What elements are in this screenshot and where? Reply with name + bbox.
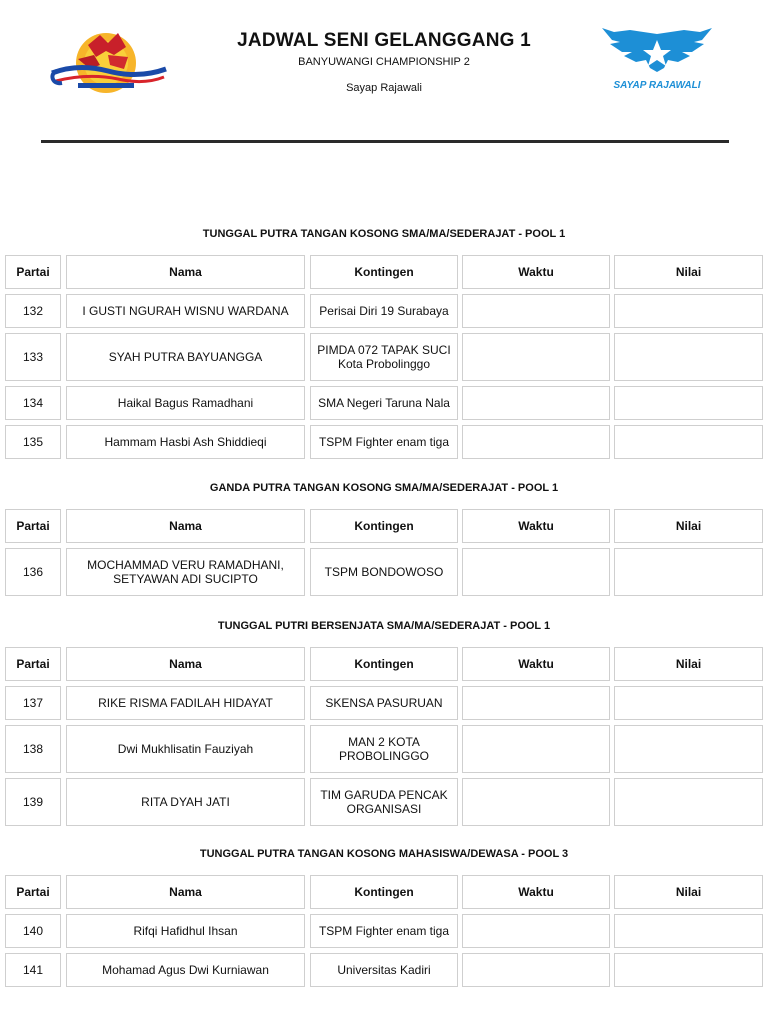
organizer-name: Sayap Rajawali bbox=[346, 82, 422, 94]
cell-partai: 134 bbox=[5, 386, 61, 420]
cell-partai: 139 bbox=[5, 778, 61, 826]
cell-nama: I GUSTI NGURAH WISNU WARDANA bbox=[66, 294, 305, 328]
cell-nama: MOCHAMMAD VERU RAMADHANI, SETYAWAN ADI SUCIPTO bbox=[66, 548, 305, 596]
cell-nilai bbox=[614, 294, 763, 328]
cell-kontingen: Universitas Kadiri bbox=[310, 953, 458, 987]
header-divider bbox=[41, 140, 729, 143]
cell-partai: 141 bbox=[5, 953, 61, 987]
cell-kontingen: TSPM Fighter enam tiga bbox=[310, 914, 458, 948]
column-header-nilai: Nilai bbox=[614, 647, 763, 681]
cell-waktu bbox=[462, 333, 610, 381]
cell-kontingen: TSPM BONDOWOSO bbox=[310, 548, 458, 596]
section-title: TUNGGAL PUTRA TANGAN KOSONG MAHASISWA/DEWASA - POOL 3 bbox=[199, 848, 569, 860]
column-header-waktu: Waktu bbox=[462, 509, 610, 543]
cell-nama: Haikal Bagus Ramadhani bbox=[66, 386, 305, 420]
banyuwangi-championship-logo bbox=[48, 25, 170, 95]
cell-partai: 133 bbox=[5, 333, 61, 381]
page-header bbox=[0, 0, 768, 150]
cell-kontingen: SMA Negeri Taruna Nala bbox=[310, 386, 458, 420]
cell-nama: RITA DYAH JATI bbox=[66, 778, 305, 826]
cell-nama: SYAH PUTRA BAYUANGGA bbox=[66, 333, 305, 381]
cell-nama: RIKE RISMA FADILAH HIDAYAT bbox=[66, 686, 305, 720]
cell-kontingen: TSPM Fighter enam tiga bbox=[310, 425, 458, 459]
column-header-partai: Partai bbox=[5, 647, 61, 681]
section-title: GANDA PUTRA TANGAN KOSONG SMA/MA/SEDERAJAT - POOL 1 bbox=[209, 482, 559, 494]
cell-waktu bbox=[462, 294, 610, 328]
cell-kontingen: MAN 2 KOTA PROBOLINGGO bbox=[310, 725, 458, 773]
column-header-waktu: Waktu bbox=[462, 875, 610, 909]
sayap-rajawali-logo bbox=[600, 26, 714, 96]
column-header-kontingen: Kontingen bbox=[310, 647, 458, 681]
column-header-nama: Nama bbox=[66, 875, 305, 909]
cell-nama: Dwi Mukhlisatin Fauziyah bbox=[66, 725, 305, 773]
cell-nama: Rifqi Hafidhul Ihsan bbox=[66, 914, 305, 948]
cell-nama: Mohamad Agus Dwi Kurniawan bbox=[66, 953, 305, 987]
cell-partai: 138 bbox=[5, 725, 61, 773]
column-header-waktu: Waktu bbox=[462, 255, 610, 289]
cell-waktu bbox=[462, 386, 610, 420]
column-header-kontingen: Kontingen bbox=[310, 255, 458, 289]
cell-kontingen: TIM GARUDA PENCAK ORGANISASI bbox=[310, 778, 458, 826]
sayap-rajawali-logo-text: SAYAP RAJAWALI bbox=[613, 80, 701, 91]
column-header-kontingen: Kontingen bbox=[310, 875, 458, 909]
cell-waktu bbox=[462, 548, 610, 596]
cell-waktu bbox=[462, 725, 610, 773]
cell-waktu bbox=[462, 778, 610, 826]
column-header-kontingen: Kontingen bbox=[310, 509, 458, 543]
cell-nilai bbox=[614, 548, 763, 596]
column-header-nilai: Nilai bbox=[614, 255, 763, 289]
section-title: TUNGGAL PUTRI BERSENJATA SMA/MA/SEDERAJAT - POOL 1 bbox=[217, 620, 551, 632]
cell-partai: 132 bbox=[5, 294, 61, 328]
column-header-nilai: Nilai bbox=[614, 875, 763, 909]
cell-kontingen: SKENSA PASURUAN bbox=[310, 686, 458, 720]
cell-partai: 135 bbox=[5, 425, 61, 459]
cell-partai: 140 bbox=[5, 914, 61, 948]
cell-waktu bbox=[462, 686, 610, 720]
cell-waktu bbox=[462, 425, 610, 459]
cell-nilai bbox=[614, 686, 763, 720]
cell-nilai bbox=[614, 425, 763, 459]
cell-partai: 137 bbox=[5, 686, 61, 720]
cell-kontingen: Perisai Diri 19 Surabaya bbox=[310, 294, 458, 328]
cell-nama: Hammam Hasbi Ash Shiddieqi bbox=[66, 425, 305, 459]
column-header-partai: Partai bbox=[5, 509, 61, 543]
cell-waktu bbox=[462, 914, 610, 948]
cell-nilai bbox=[614, 333, 763, 381]
cell-nilai bbox=[614, 778, 763, 826]
event-name: BANYUWANGI CHAMPIONSHIP 2 bbox=[298, 56, 470, 68]
column-header-nama: Nama bbox=[66, 255, 305, 289]
cell-kontingen: PIMDA 072 TAPAK SUCI Kota Probolinggo bbox=[310, 333, 458, 381]
column-header-partai: Partai bbox=[5, 255, 61, 289]
cell-nilai bbox=[614, 914, 763, 948]
column-header-nilai: Nilai bbox=[614, 509, 763, 543]
cell-nilai bbox=[614, 725, 763, 773]
column-header-waktu: Waktu bbox=[462, 647, 610, 681]
cell-partai: 136 bbox=[5, 548, 61, 596]
column-header-nama: Nama bbox=[66, 647, 305, 681]
cell-nilai bbox=[614, 953, 763, 987]
page-title: JADWAL SENI GELANGGANG 1 bbox=[237, 30, 531, 51]
section-title: TUNGGAL PUTRA TANGAN KOSONG SMA/MA/SEDERAJAT - POOL 1 bbox=[202, 228, 566, 240]
column-header-nama: Nama bbox=[66, 509, 305, 543]
cell-waktu bbox=[462, 953, 610, 987]
cell-nilai bbox=[614, 386, 763, 420]
column-header-partai: Partai bbox=[5, 875, 61, 909]
